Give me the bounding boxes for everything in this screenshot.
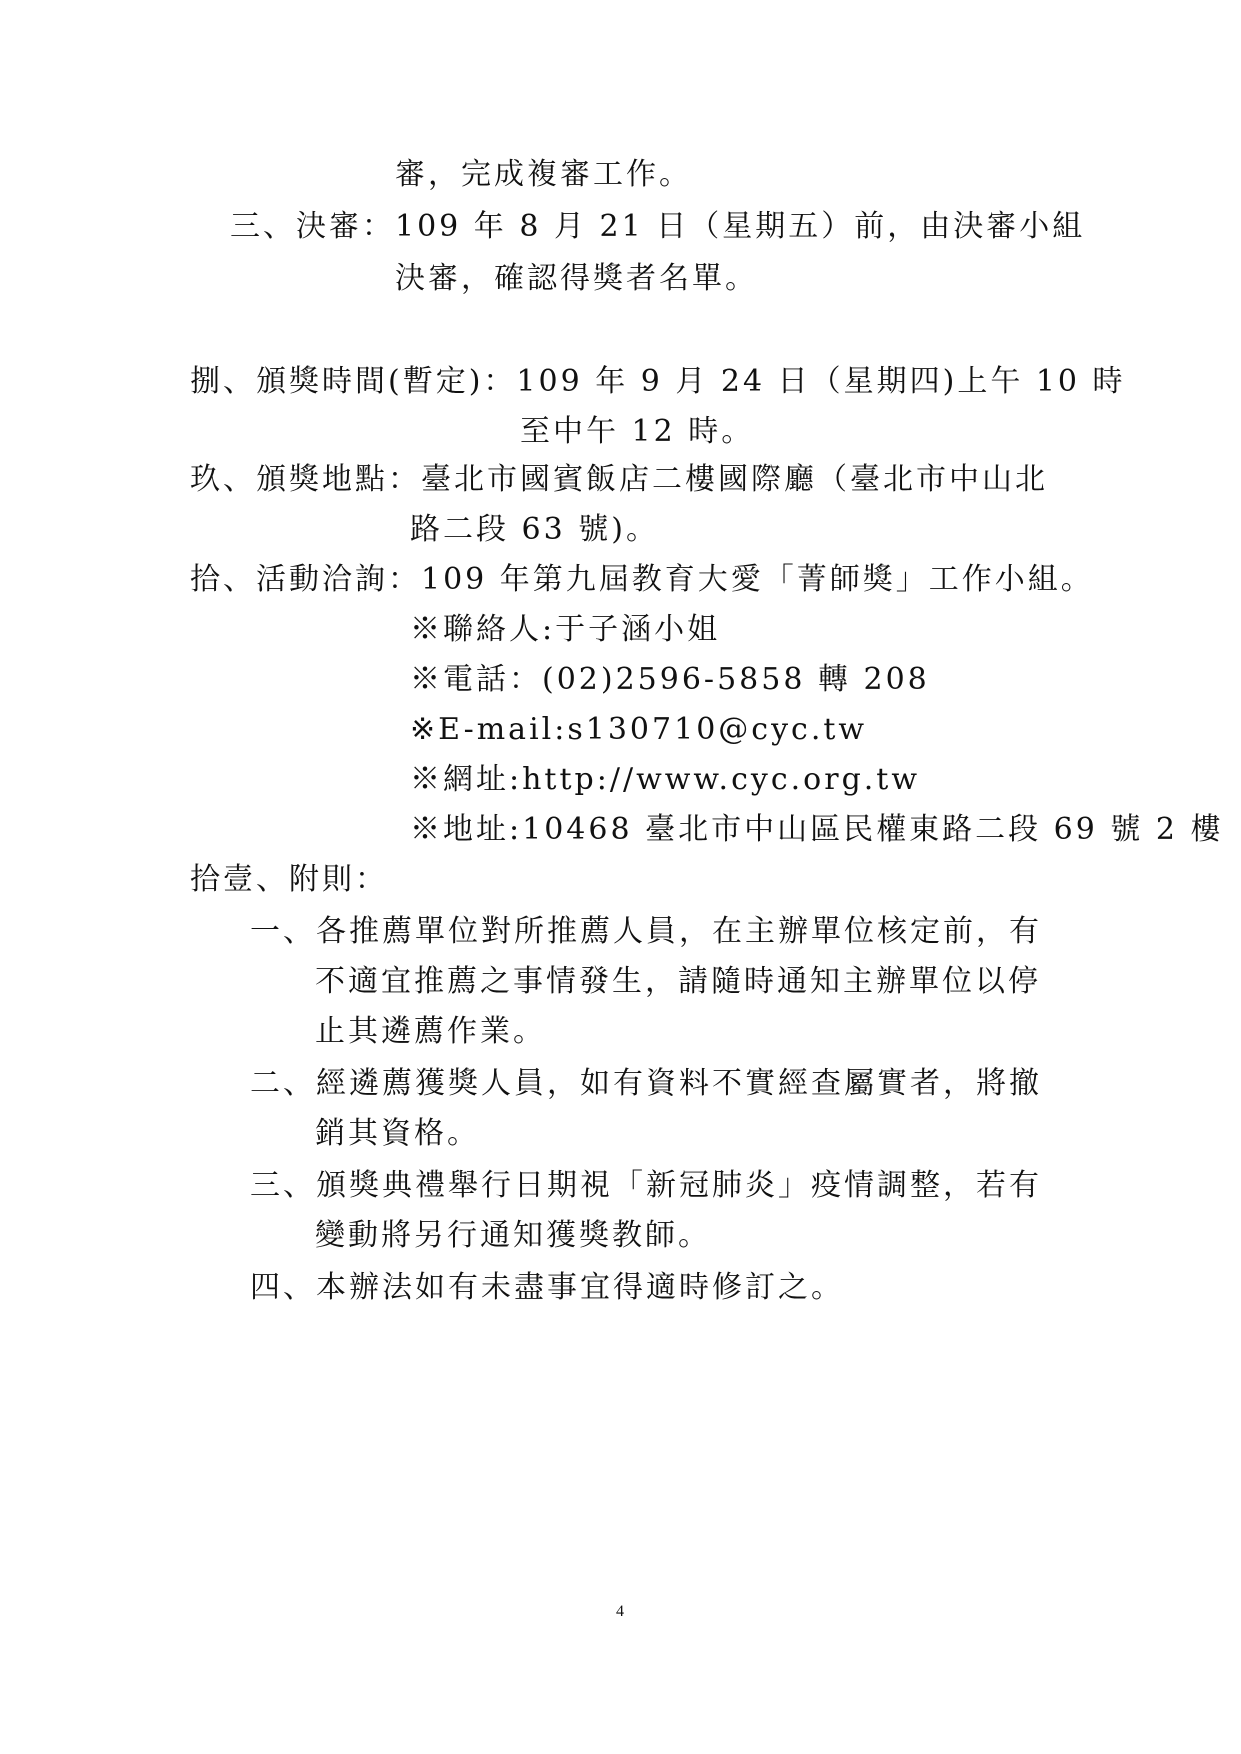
- appendix-title: 拾壹、附則：: [190, 862, 388, 897]
- ceremony-time-section: 捌、頒獎時間(暫定)：109 年 9 月 24 日（星期四)上午 10 時: [190, 364, 1126, 399]
- final-review-continuation: 決審，確認得獎者名單。: [395, 261, 758, 296]
- rule-1-continuation-1: 不適宜推薦之事情發生，請隨時通知主辦單位以停: [315, 964, 1041, 999]
- rule-3: 三、頒獎典禮舉行日期視「新冠肺炎」疫情調整，若有: [250, 1168, 1042, 1203]
- contact-person: ※聯絡人:于子涵小姐: [410, 612, 721, 647]
- inquiry-section: 拾、活動洽詢：109 年第九屆教育大愛「菁師獎」工作小組。: [190, 562, 1094, 597]
- contact-address: ※地址:10468 臺北市中山區民權東路二段 69 號 2 樓: [410, 812, 1224, 847]
- ceremony-place-section: 玖、頒獎地點：臺北市國賓飯店二樓國際廳（臺北市中山北: [190, 462, 1048, 497]
- rule-3-continuation: 變動將另行通知獲獎教師。: [315, 1218, 711, 1253]
- contact-email: ※E-mail:s130710@cyc.tw: [410, 712, 868, 747]
- rule-1-continuation-2: 止其遴薦作業。: [315, 1014, 546, 1049]
- page-number: 4: [616, 1603, 624, 1620]
- rule-1: 一、各推薦單位對所推薦人員，在主辦單位核定前，有: [250, 914, 1042, 949]
- rule-4: 四、本辦法如有未盡事宜得適時修訂之。: [250, 1270, 844, 1305]
- contact-website: ※網址:http://www.cyc.org.tw: [410, 762, 921, 797]
- final-review-item: 三、決審：109 年 8 月 21 日（星期五）前，由決審小組: [230, 209, 1086, 244]
- ceremony-place-continuation: 路二段 63 號)。: [410, 512, 659, 547]
- rule-2: 二、經遴薦獲獎人員，如有資料不實經查屬實者，將撤: [250, 1066, 1042, 1101]
- review-continuation: 審，完成複審工作。: [395, 157, 692, 192]
- contact-phone: ※電話：(02)2596-5858 轉 208: [410, 662, 930, 697]
- ceremony-time-continuation: 至中午 12 時。: [520, 414, 755, 449]
- rule-2-continuation: 銷其資格。: [315, 1116, 480, 1151]
